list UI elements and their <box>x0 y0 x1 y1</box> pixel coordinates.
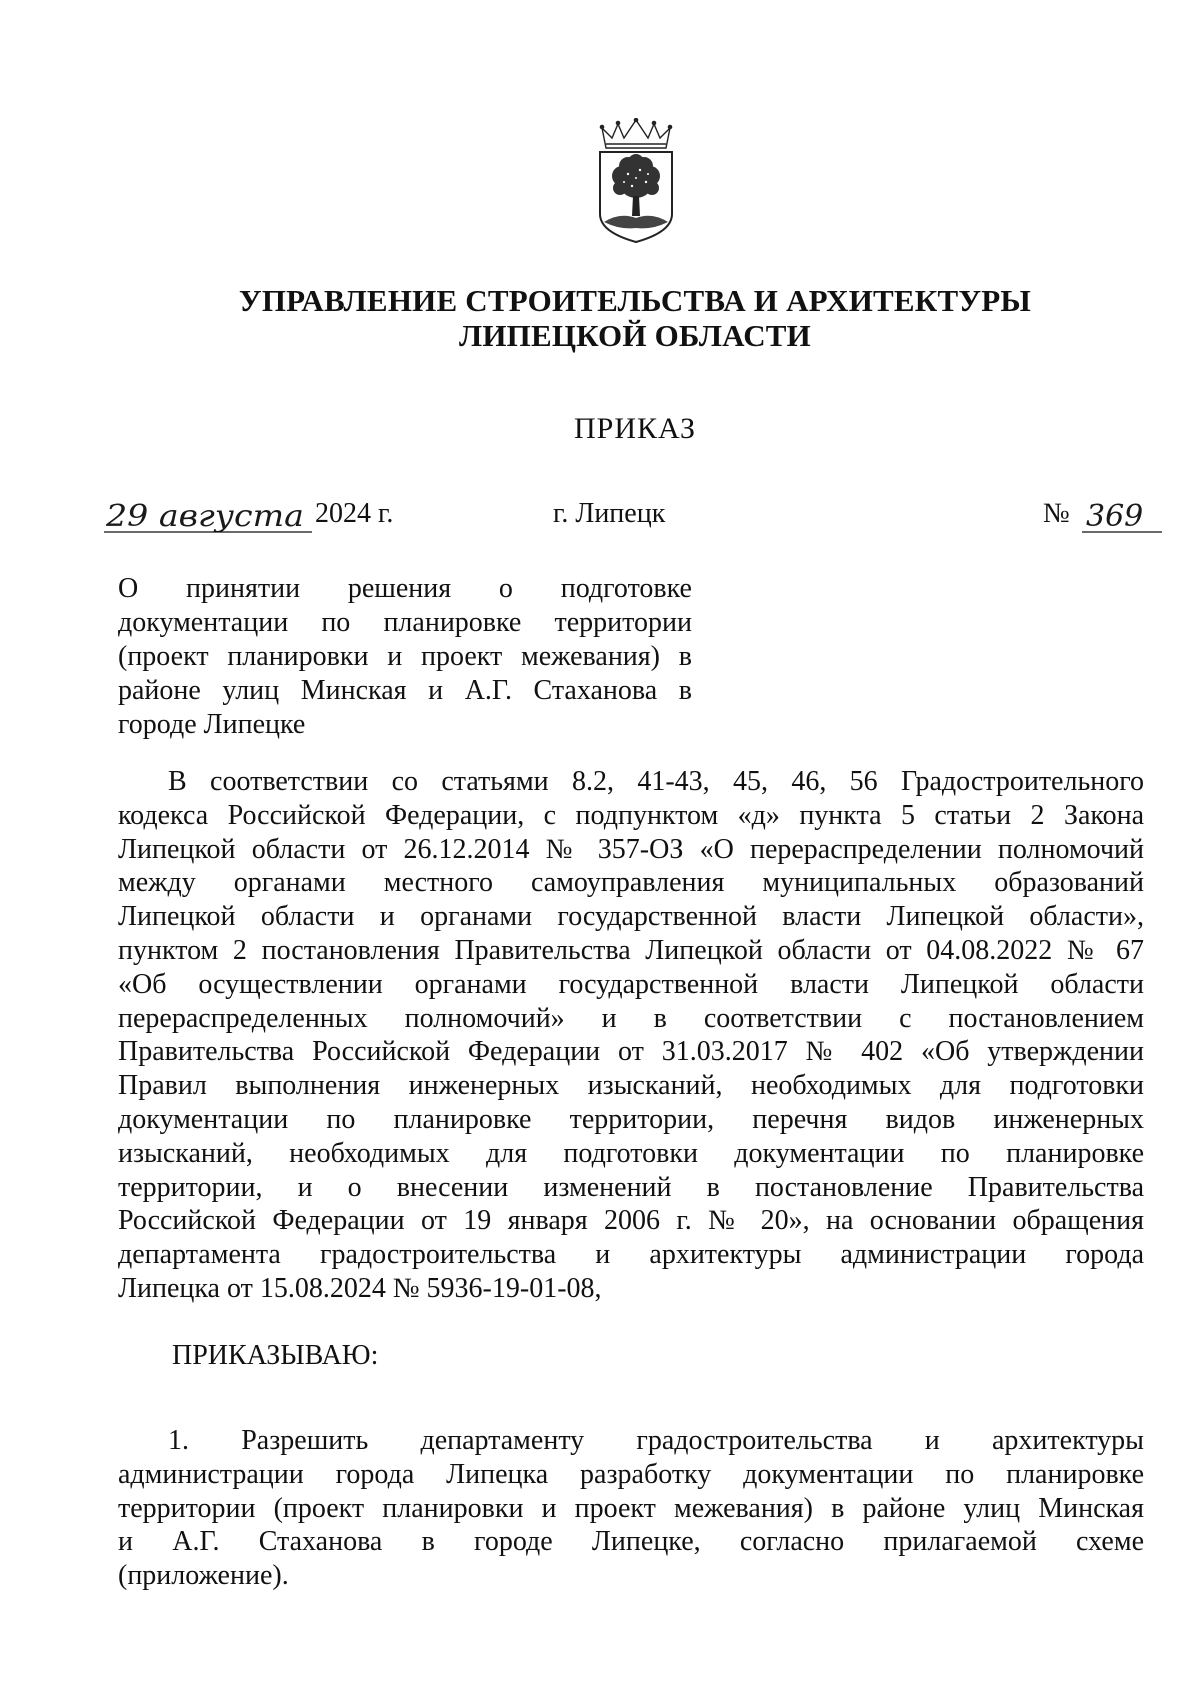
number-label: № <box>1043 498 1070 529</box>
paragraph-line: Липецка от 15.08.2024 № 5936-19-01-08, <box>118 1272 602 1304</box>
paragraph-line: (приложение). <box>118 1560 289 1592</box>
paragraph-line: 1. Разрешить департаменту градостроительства и архитектуры <box>168 1425 1144 1456</box>
subject-line: О принятии решения о подготовке <box>118 573 692 604</box>
paragraph-line: администрации города Липецка разработку документации по планировке <box>118 1458 1144 1490</box>
subject-line: районе улиц Минская и А.Г. Стаханова в <box>118 675 692 706</box>
paragraph-line: Липецкой области от 26.12.2014 № 357-ОЗ «О перераспределении полномочий <box>118 833 1144 865</box>
handwritten-date-text: 29 августа <box>104 499 305 534</box>
paragraph-line: Правил выполнения инженерных изысканий, необходимых для подготовки <box>118 1070 1144 1102</box>
paragraph-line: территории, и о внесении изменений в постановление Правительства <box>118 1171 1144 1203</box>
order-subject <box>118 572 692 742</box>
city-name: г. Липецк <box>553 498 666 529</box>
paragraph-line: Липецкой области и органами государственной власти Липецкой области», <box>118 901 1144 933</box>
subject-line: городе Липецке <box>118 709 306 740</box>
paragraph-line: и А.Г. Стаханова в городе Липецке, согласно прилагаемой схеме <box>118 1526 1144 1558</box>
handwritten-date <box>104 498 312 538</box>
document-type: ПРИКАЗ <box>574 412 696 445</box>
paragraph-line: департамента градостроительства и архитектуры администрации города <box>118 1239 1144 1271</box>
handwritten-number-text: 369 <box>1086 499 1144 534</box>
paragraph-line: В соответствии со статьями 8.2, 41-43, 45, 46, 56 Градостроительного <box>168 766 1144 797</box>
paragraph-line: Российской Федерации от 19 января 2006 г. № 20», на основании обращения <box>118 1205 1144 1237</box>
date-year: 2024 г. <box>315 498 394 529</box>
paragraph-line: пунктом 2 постановления Правительства Липецкой области от 04.08.2022 № 67 <box>118 934 1144 966</box>
paragraph-line: между органами местного самоуправления муниципальных образований <box>118 867 1144 899</box>
paragraph-line: Правительства Российской Федерации от 31.03.2017 № 402 «Об утверждении <box>118 1036 1144 1068</box>
paragraph-line: документации по планировке территории, перечня видов инженерных <box>118 1103 1144 1135</box>
organization-title-line2: ЛИПЕЦКОЙ ОБЛАСТИ <box>459 318 811 353</box>
paragraph-line: изысканий, необходимых для подготовки документации по планировке <box>118 1137 1144 1169</box>
subject-line: (проект планировки и проект межевания) в <box>118 641 692 672</box>
paragraph-line: «Об осуществлении органами государственной власти Липецкой области <box>118 968 1144 1000</box>
preamble-paragraph <box>118 765 1144 1306</box>
handwritten-number <box>1082 496 1166 538</box>
subject-line: документации по планировке территории <box>118 607 692 638</box>
paragraph-line: перераспределенных полномочий» и в соответствии с постановлением <box>118 1002 1144 1034</box>
order-item-1 <box>118 1424 1144 1593</box>
lipetsk-region-coat-of-arms-icon <box>588 118 684 246</box>
paragraph-line: кодекса Российской Федерации, с подпунктом «д» пункта 5 статьи 2 Закона <box>118 799 1144 831</box>
orders-heading: ПРИКАЗЫВАЮ: <box>172 1340 379 1371</box>
paragraph-line: территории (проект планировки и проект межевания) в районе улиц Минская <box>118 1492 1144 1524</box>
organization-title-line1: УПРАВЛЕНИЕ СТРОИТЕЛЬСТВА И АРХИТЕКТУРЫ <box>238 283 1032 318</box>
